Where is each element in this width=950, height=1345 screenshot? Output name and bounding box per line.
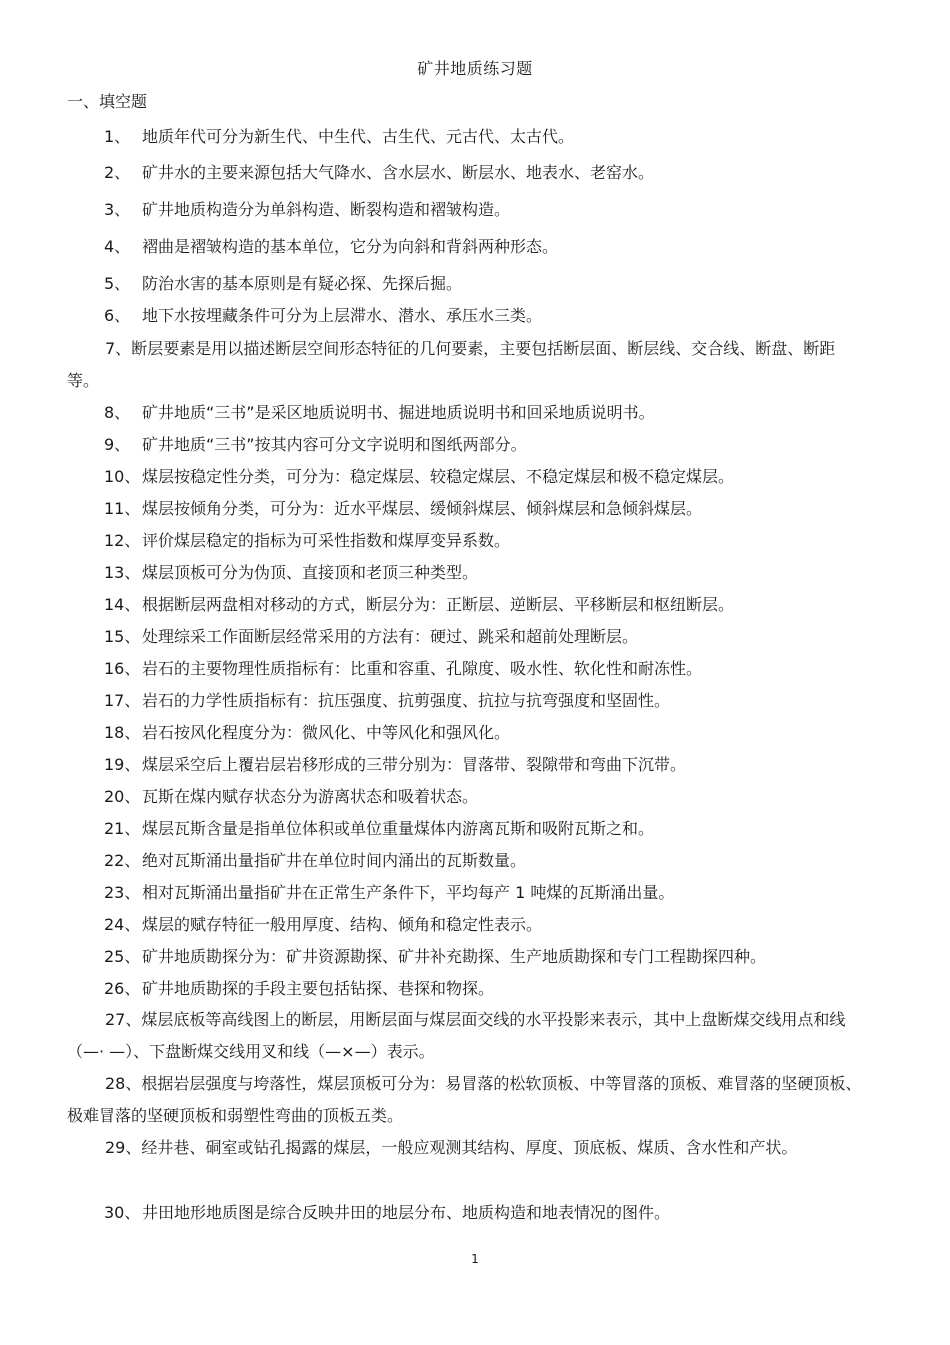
question-23: 23、 相对瓦斯涌出量指矿井在正常生产条件下，平均每产 1 吨煤的瓦斯涌出量。 [104,883,675,902]
question-6: 6、 地下水按埋藏条件可分为上层滞水、潜水、承压水三类。 [104,306,543,325]
question-2: 2、 矿井水的主要来源包括大气降水、含水层水、断层水、地表水、老窑水。 [104,163,655,182]
question-27: 27、煤层底板等高线图上的断层，用断层面与煤层面交线的水平投影来表示，其中上盘断煤交线用点和线（—· —）、下盘断煤交线用叉和线（—×—）表示。 [67,1010,846,1061]
question-4: 4、 褶曲是褶皱构造的基本单位，它分为向斜和背斜两种形态。 [104,237,559,256]
question-3: 3、 矿井地质构造分为单斜构造、断裂构造和褶皱构造。 [104,200,511,219]
question-17: 17、 岩石的力学性质指标有：抗压强度、抗剪强度、抗拉与抗弯强度和坚固性。 [104,691,671,710]
question-25: 25、 矿井地质勘探分为：矿井资源勘探、矿井补充勘探、生产地质勘探和专门工程勘探四种。 [104,947,767,966]
question-21: 21、 煤层瓦斯含量是指单位体积或单位重量煤体内游离瓦斯和吸附瓦斯之和。 [104,819,655,838]
section-heading: 一、填空题 [67,92,148,111]
question-9: 9、 矿井地质“三书”按其内容可分文字说明和图纸两部分。 [104,435,527,454]
question-14: 14、 根据断层两盘相对移动的方式，断层分为：正断层、逆断层、平移断层和枢纽断层。 [104,595,735,614]
page-number: 1 [471,1252,479,1266]
question-16: 16、 岩石的主要物理性质指标有：比重和容重、孔隙度、吸水性、软化性和耐冻性。 [104,659,703,678]
question-1: 1、 地质年代可分为新生代、中生代、古生代、元古代、太古代。 [104,127,575,146]
question-22: 22、 绝对瓦斯涌出量指矿井在单位时间内涌出的瓦斯数量。 [104,851,527,870]
question-18: 18、 岩石按风化程度分为：微风化、中等风化和强风化。 [104,723,511,742]
question-15: 15、 处理综采工作面断层经常采用的方法有：硬过、跳采和超前处理断层。 [104,627,639,646]
question-13: 13、 煤层顶板可分为伪顶、直接顶和老顶三种类型。 [104,563,479,582]
question-29: 29、经井巷、硐室或钻孔揭露的煤层，一般应观测其结构、厚度、顶底板、煤质、含水性和产状。 [105,1138,798,1157]
question-24: 24、 煤层的赋存特征一般用厚度、结构、倾角和稳定性表示。 [104,915,543,934]
question-5: 5、 防治水害的基本原则是有疑必探、先探后掘。 [104,274,463,293]
question-12: 12、 评价煤层稳定的指标为可采性指数和煤厚变异系数。 [104,531,511,550]
question-7: 7、断层要素是用以描述断层空间形态特征的几何要素，主要包括断层面、断层线、交合线、断盘、断距等。 [67,339,836,390]
document-title: 矿井地质练习题 [417,59,533,78]
question-10: 10、 煤层按稳定性分类，可分为：稳定煤层、较稳定煤层、不稳定煤层和极不稳定煤层。 [104,467,735,486]
question-28: 28、根据岩层强度与垮落性，煤层顶板可分为：易冒落的松软顶板、中等冒落的顶板、难冒落的坚硬顶板、极难冒落的坚硬顶板和弱塑性弯曲的顶板五类。 [67,1074,862,1125]
question-8: 8、 矿井地质“三书”是采区地质说明书、掘进地质说明书和回采地质说明书。 [104,403,655,422]
question-26: 26、 矿井地质勘探的手段主要包括钻探、巷探和物探。 [104,979,495,998]
question-20: 20、 瓦斯在煤内赋存状态分为游离状态和吸着状态。 [104,787,479,806]
question-11: 11、 煤层按倾角分类，可分为：近水平煤层、缓倾斜煤层、倾斜煤层和急倾斜煤层。 [104,499,703,518]
question-19: 19、 煤层采空后上覆岩层岩移形成的三带分别为：冒落带、裂隙带和弯曲下沉带。 [104,755,687,774]
question-30: 30、 井田地形地质图是综合反映井田的地层分布、地质构造和地表情况的图件。 [104,1203,671,1222]
